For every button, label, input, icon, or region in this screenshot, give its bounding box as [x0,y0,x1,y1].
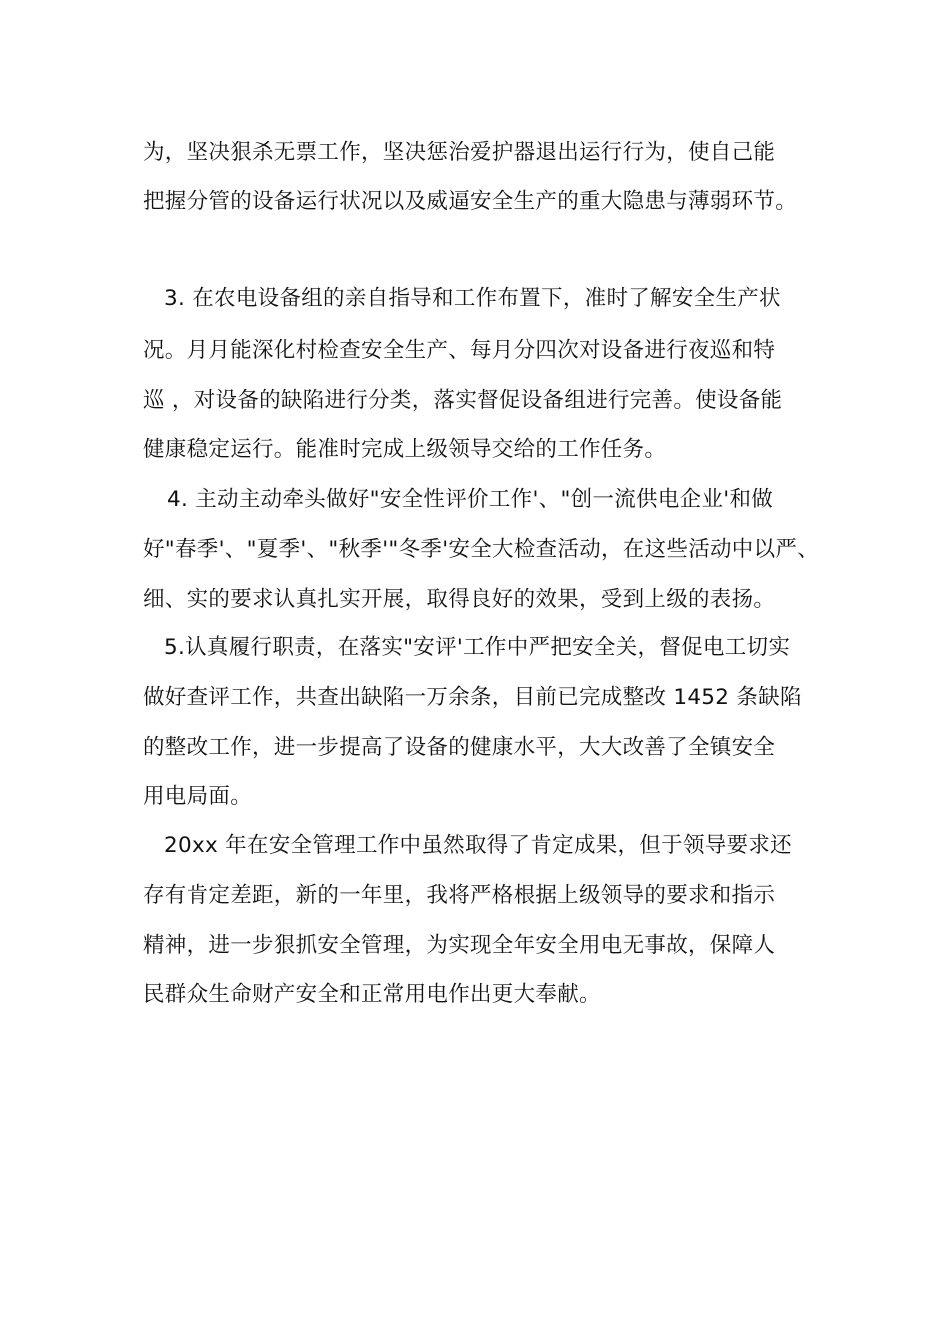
text-line: 把握分管的设备运行状况以及威逼安全生产的重大隐患与薄弱环节。 [143,189,798,214]
text-line: 民群众生命财产安全和正常用电作出更大奉献。 [143,982,601,1007]
text-line: 用电局面。 [143,784,253,809]
text-line: 做好查评工作，共查出缺陷一万余条，目前已完成整改 1452 条缺陷 [143,685,802,710]
text-line: 5.认真履行职责，在落实"安评'工作中严把安全关，督促电工切实 [164,635,791,660]
text-line: 好"春季'、"夏季'、"秋季'"冬季'安全大检查活动，在这些活动中以严、 [143,537,820,562]
text-line: 巡 ，对设备的缺陷进行分类，落实督促设备组进行完善。使设备能 [143,388,783,413]
text-line: 况。月月能深化村检查安全生产、每月分四次对设备进行夜巡和特 [143,338,776,363]
text-line: 细、实的要求认真扎实开展，取得良好的效果，受到上级的表扬。 [143,587,776,612]
text-line: 4. 主动主动牵头做好"安全性评价工作'、"创一流供电企业'和做 [167,487,774,512]
text-line: 存有肯定差距，新的一年里，我将严格根据上级领导的要求和指示 [143,883,776,908]
text-line: 20xx 年在安全管理工作中虽然取得了肯定成果，但于领导要求还 [164,833,792,858]
text-line: 为，坚决狠杀无票工作，坚决惩治爱护器退出运行行为，使自己能 [143,140,776,165]
text-line: 精神，进一步狠抓安全管理，为实现全年安全用电无事故，保障人 [143,933,776,958]
text-line: 3. 在农电设备组的亲自指导和工作布置下，准时了解安全生产状 [164,286,781,311]
text-line: 的整改工作，进一步提高了设备的健康水平，大大改善了全镇安全 [143,735,776,760]
text-line: 健康稳定运行。能准时完成上级领导交给的工作任务。 [143,437,667,462]
